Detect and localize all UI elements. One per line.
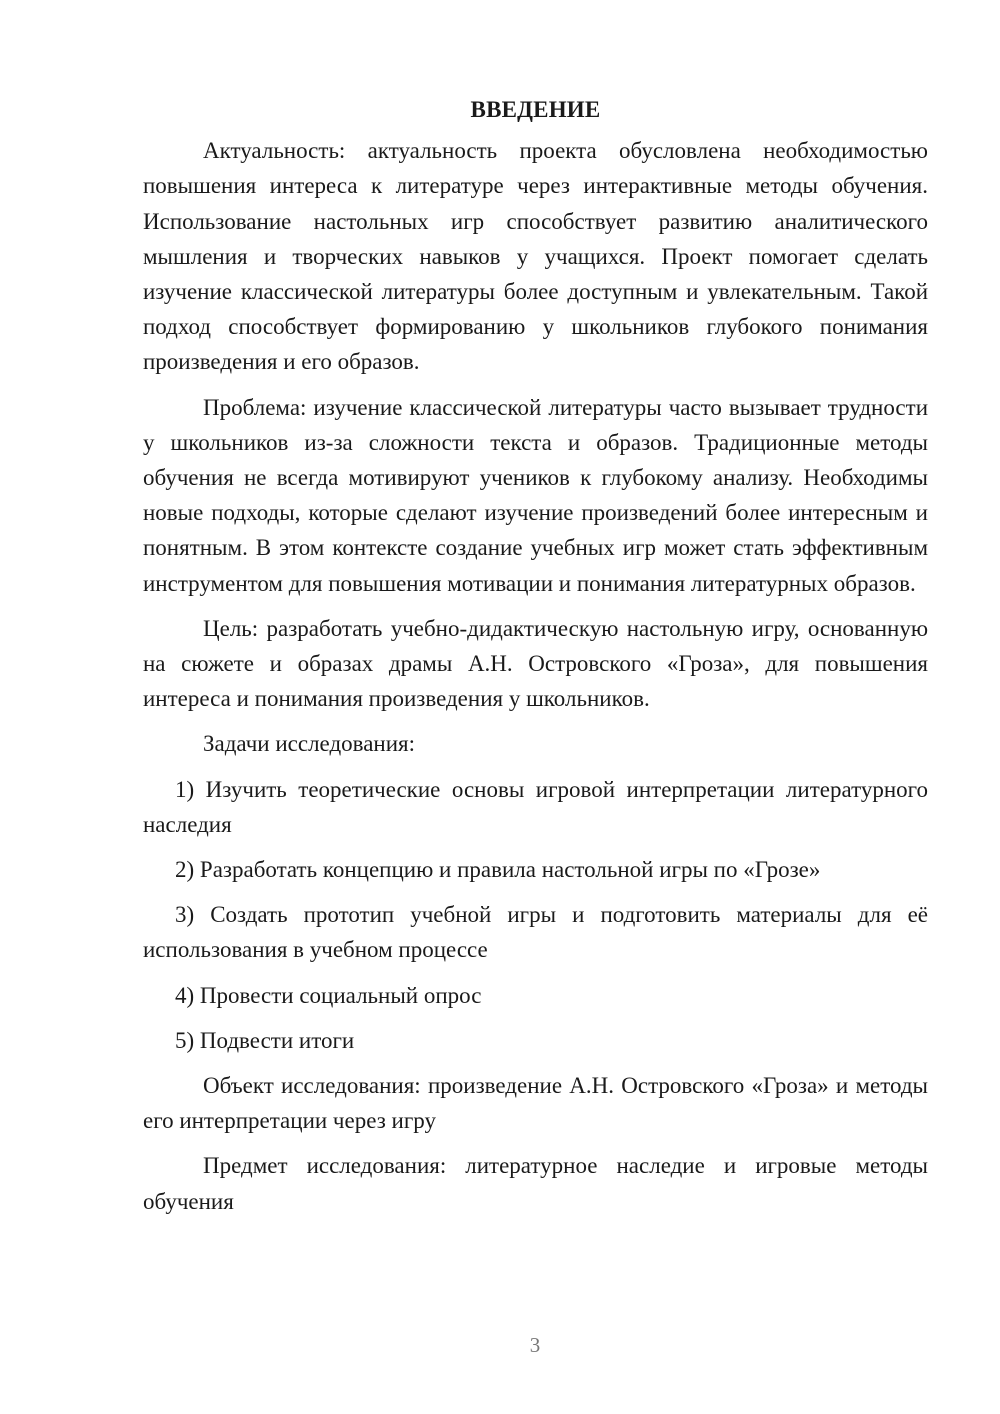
task-item: 1) Изучить теоретические основы игровой интерпретации литературного наследия xyxy=(143,776,928,837)
task-item: 3) Создать прототип учебной игры и подготовить материалы для её использования в учебном процессе xyxy=(143,902,928,963)
task-item: 4) Провести социальный опрос xyxy=(175,982,482,1008)
goal-paragraph: Цель: разработать учебно-дидактическую настольную игру, основанную на сюжете и образах драмы А.Н. Островского «Гроза», для повышения интереса и понимания произведения у школьников. xyxy=(143,615,928,712)
document-page xyxy=(143,92,928,1229)
section-heading: ВВЕДЕНИЕ xyxy=(470,97,601,122)
object-paragraph: Объект исследования: произведение А.Н. Островского «Гроза» и методы его интерпретации через игру xyxy=(143,1073,928,1134)
tasks-title: Задачи исследования: xyxy=(203,731,416,757)
task-item: 2) Разработать концепцию и правила настольной игры по «Грозе» xyxy=(175,857,821,883)
subject-paragraph: Предмет исследования: литературное наследие и игровые методы обучения xyxy=(143,1153,928,1214)
relevance-paragraph: Актуальность: актуальность проекта обусловлена необходимостью повышения интереса к литературе через интерактивные методы обучения. Использование настольных игр способствует развитию аналитического мышления и творческих навыков у учащихся. Проект помогает сделать изучение классической литературы более доступным и увлекательным. Такой подход способствует формированию у школьников глубокого понимания произведения и его образов. xyxy=(143,138,928,375)
problem-paragraph: Проблема: изучение классической литературы часто вызывает трудности у школьников из-за сложности текста и образов. Традиционные методы обучения не всегда мотивируют учеников к глубокому анализу. Необходимы новые подходы, которые сделают изучение произведений более интересным и понятным. В этом контексте создание учебных игр может стать эффективным инструментом для повышения мотивации и понимания литературных образов. xyxy=(143,394,928,596)
task-item: 5) Подвести итоги xyxy=(175,1027,355,1053)
page-number: 3 xyxy=(529,1333,541,1357)
